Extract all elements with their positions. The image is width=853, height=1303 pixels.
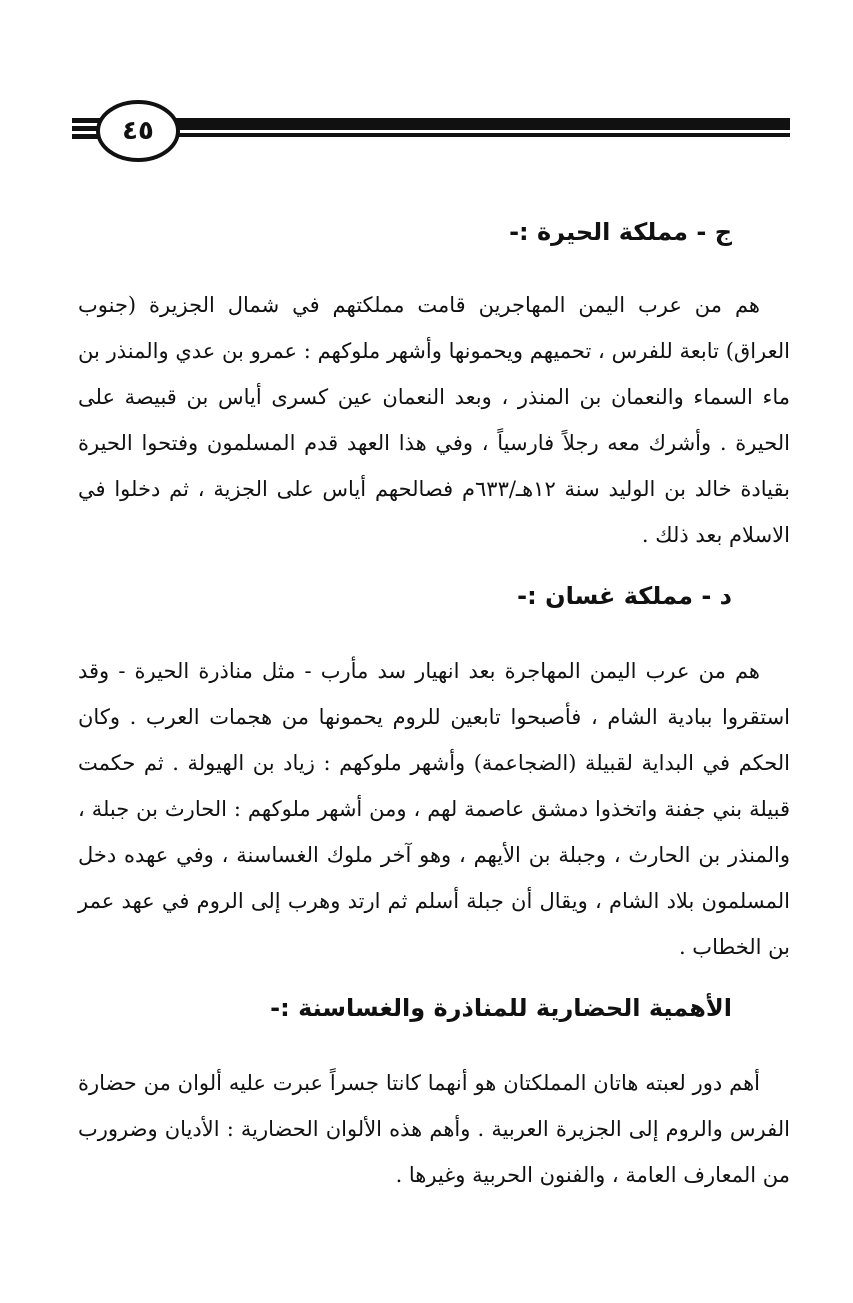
section-heading-importance: الأهمية الحضارية للمناذرة والغساسنة :- [270, 994, 732, 1022]
section-heading-ghassan: د - مملكة غسان :- [517, 582, 732, 610]
page-header [72, 96, 792, 166]
section-paragraph-importance: أهم دور لعبته هاتان المملكتان هو أنهما كانتا جسراً عبرت عليه ألوان من حضارة الفرس والروم إلى الجزيرة العربية . وأهم هذه الألوان الحضارية : الأديان وضرورب من المعارف العامة ، والفنون الحربية وغيرها . [78, 1071, 790, 1187]
header-rule-ornament [72, 96, 792, 166]
page-body [78, 208, 790, 1198]
section-paragraph-ghassan: هم من عرب اليمن المهاجرة بعد انهيار سد مأرب - مثل مناذرة الحيرة - وقد استقروا ببادية الشام ، فأصبحوا تابعين للروم يحمونها من هجمات العرب . وكان الحكم في البداية لقبيلة (الضجاعمة) وأشهر ملوكهم : زياد بن الهيولة . ثم حكمت قبيلة بني جفنة واتخذوا دمشق عاصمة لهم ، ومن أشهر ملوكهم : الحارث بن جبلة ، والمنذر بن الحارث ، وجبلة بن الأيهم ، وهو آخر ملوك الغساسنة ، وفي عهده دخل المسلمون بلاد الشام ، ويقال أن جبلة أسلم ثم ارتد وهرب إلى الروم في عهد عمر بن الخطاب . [78, 659, 790, 959]
section-heading-hira: ج - مملكة الحيرة :- [509, 218, 732, 246]
section-paragraph-hira: هم من عرب اليمن المهاجرين قامت مملكتهم في شمال الجزيرة (جنوب العراق) تابعة للفرس ، تحميهم ويحمونها وأشهر ملوكهم : عمرو بن عدي والمنذر بن ماء السماء والنعمان بن المنذر ، وبعد النعمان عين كسرى أياس بن قبيصة على الحيرة . وأشرك معه رجلاً فارسياً ، وفي هذا العهد قدم المسلمون وفتحوا الحيرة بقيادة خالد بن الوليد سنة ١٢هـ/٦٣٣م فصالحهم أياس على الجزية ، ثم دخلوا في الاسلام بعد ذلك . [78, 293, 790, 547]
page-number: ٤٥ [122, 116, 154, 146]
